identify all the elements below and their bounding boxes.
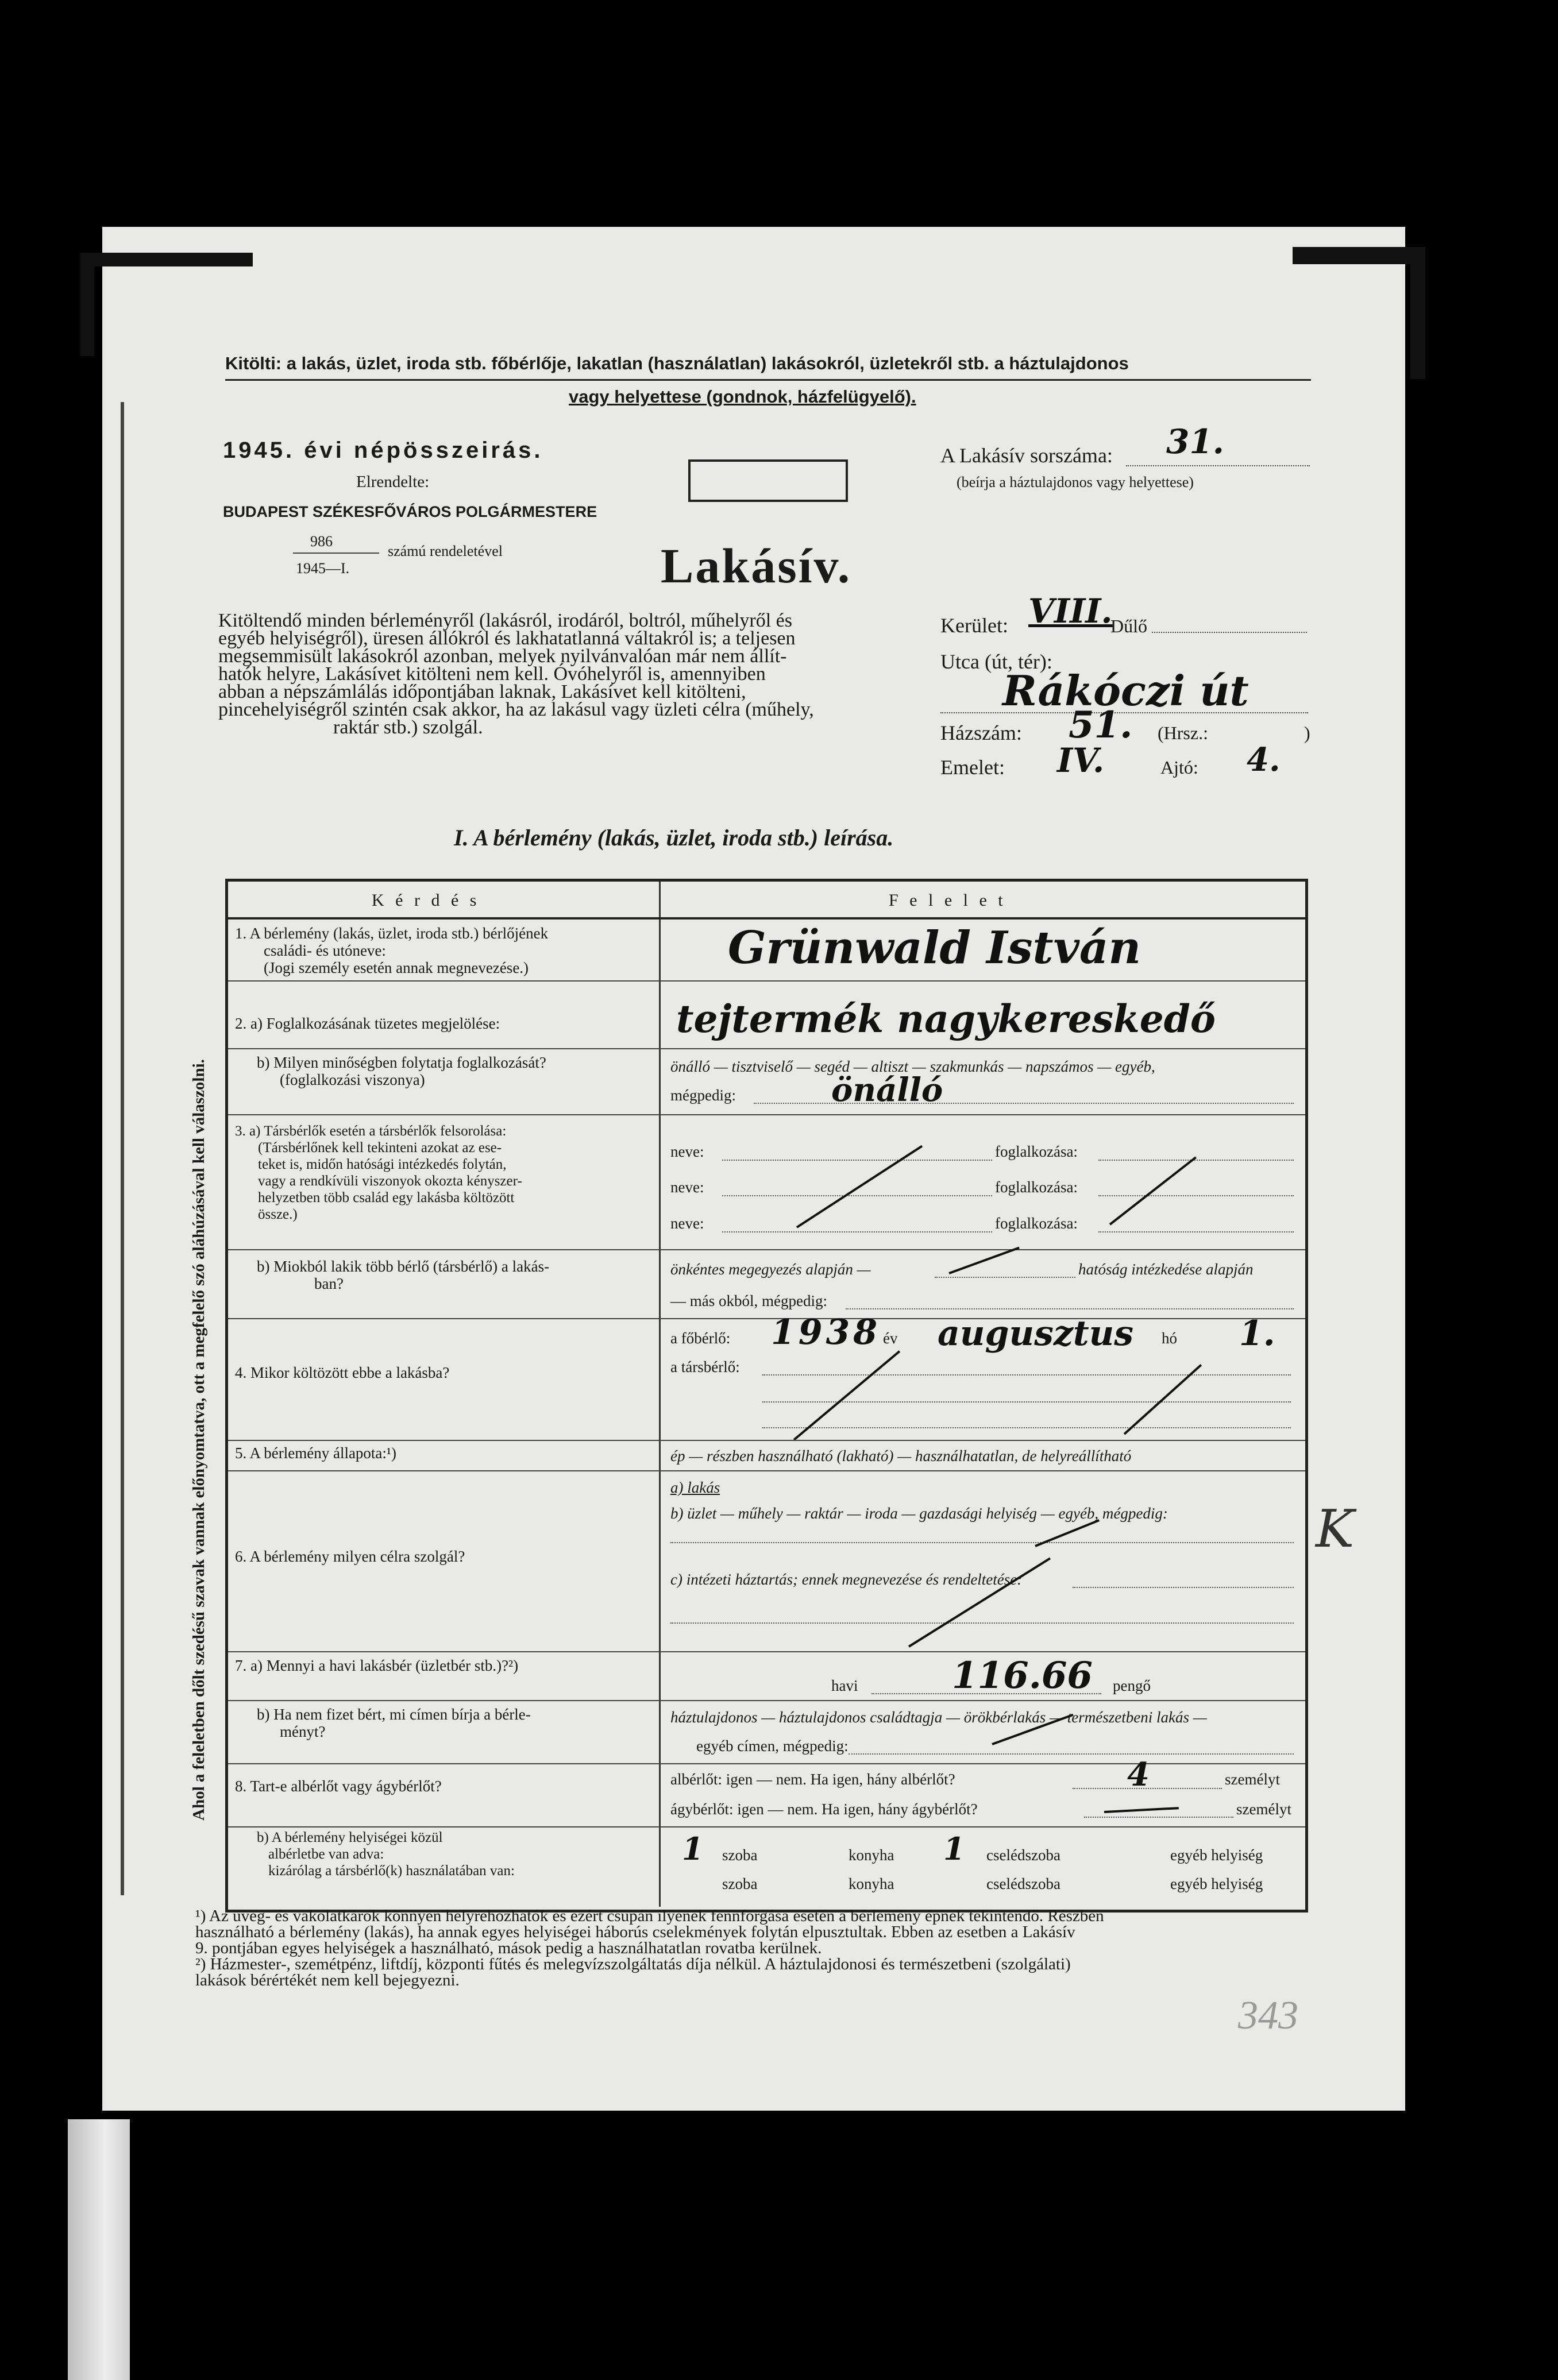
q-line: kizárólag a társbérlő(k) használatában van: <box>268 1863 515 1879</box>
instr-line: raktár stb.) szolgál. <box>333 717 483 738</box>
sublet-kitchen-value: 1 <box>943 1830 965 1867</box>
no-rent-other: egyéb címen, mégpedig: <box>696 1737 849 1755</box>
coten-dots <box>722 1195 992 1196</box>
reason-other: — más okból, mégpedig: <box>670 1292 827 1309</box>
coten-dots <box>1098 1195 1294 1196</box>
occupation-value: tejtermék nagykereskedő <box>676 996 1216 1041</box>
question-7b <box>257 1706 531 1740</box>
dulo-dots <box>1152 632 1307 633</box>
reason-dots <box>846 1308 1294 1309</box>
question-4: 4. Mikor költözött ebbe a lakásba? <box>235 1364 450 1381</box>
use-dots <box>1073 1587 1294 1588</box>
use-a: a) lakás <box>670 1479 720 1496</box>
room-label: szoba <box>722 1846 758 1864</box>
margin-mark: K <box>1316 1499 1355 1559</box>
instr-line: Kitöltendő minden bérleményről (lakásról, irodáról, boltról, műhelyről és <box>218 610 792 631</box>
coten-name-label: neve: <box>670 1143 704 1160</box>
room-label: szoba <box>722 1875 758 1892</box>
question-8a: 8. Tart-e albérlőt vagy ágybérlőt? <box>235 1778 442 1795</box>
q-line: családi- és utóneve: <box>264 942 386 959</box>
kitchen-label: konyha <box>849 1875 894 1892</box>
row-rule <box>228 1700 1305 1701</box>
instr-line: abban a népszámlálás időpontjában laknak, Lakásívet kell kitölteni, <box>218 681 746 702</box>
sublet-room-value: 1 <box>682 1830 704 1867</box>
bedtenant-dots <box>1084 1817 1233 1818</box>
question-3a <box>235 1123 522 1223</box>
reason-authority: hatóság intézkedése alapján <box>1078 1261 1254 1278</box>
header-rule <box>225 379 1311 381</box>
answer-header: F e l e l e t <box>889 891 1006 910</box>
other-room-label: egyéb helyiség <box>1170 1875 1263 1892</box>
decree-year: 1945—I. <box>296 560 350 577</box>
header-rule <box>228 917 1305 919</box>
move-dots <box>762 1401 1291 1402</box>
move-year: 1938 <box>771 1312 881 1353</box>
q-line: 3. a) Társbérlők esetén a társbérlők felsorolása: <box>235 1123 507 1139</box>
reason-voluntary: önkéntes megegyezés alapján — <box>670 1261 871 1278</box>
use-b: b) üzlet — műhely — raktár — iroda — gazdasági helyiség — egyéb, mégpedig: <box>670 1505 1168 1522</box>
hrsz-close: ) <box>1304 722 1310 743</box>
q-line: össze.) <box>258 1207 298 1222</box>
coten-name-label: neve: <box>670 1215 704 1232</box>
row-rule <box>228 1048 1305 1049</box>
footnote-line: 9. pontjában egyes helyiségek a használható, mások pedig a használhatatlan rovatba kerülnek. <box>195 1939 822 1957</box>
subtenant-unit: személyt <box>1225 1771 1280 1788</box>
paper-strip <box>68 2119 130 2380</box>
row-rule <box>228 980 1305 982</box>
row-rule <box>228 1826 1305 1828</box>
row-rule <box>228 1249 1305 1250</box>
question-3b <box>257 1258 549 1292</box>
question-1 <box>235 925 548 976</box>
coten-dots <box>1098 1231 1294 1232</box>
q-line: b) Ha nem fizet bért, mi címen bírja a bérle- <box>257 1706 531 1723</box>
instr-line: pincehelyiségről szintén csak akkor, ha az lakásul vagy üzleti célra (műhely, <box>218 699 814 720</box>
decree-text: számú rendeletével <box>388 543 503 559</box>
subtenant-dots <box>1073 1788 1222 1789</box>
q-line: 1. A bérlemény (lakás, üzlet, iroda stb.) bérlőjének <box>235 925 549 942</box>
coten-dots <box>722 1231 992 1232</box>
no-rent-dots <box>849 1753 1294 1755</box>
strike-mark <box>796 1145 923 1228</box>
floor-label: Emelet: <box>940 756 1005 779</box>
rent-value: 116.66 <box>952 1654 1093 1697</box>
rent-pengo: pengő <box>1113 1677 1151 1694</box>
q-line: b) A bérlemény helyiségei közül <box>257 1830 443 1845</box>
q-line: (Társbérlőnek kell tekinteni azokat az ese- <box>258 1140 502 1156</box>
q-line: teket is, midőn hatósági intézkedés folytán, <box>258 1157 507 1172</box>
q-line: helyzetben több család egy lakásba költözött <box>258 1190 515 1206</box>
question-7a: 7. a) Mennyi a havi lakásbér (üzletbér stb.)?²) <box>235 1657 519 1674</box>
door-value: 4. <box>1247 741 1281 779</box>
street-label: Utca (út, tér): <box>940 650 1052 673</box>
bedtenant-q: ágybérlőt: igen — nem. Ha igen, hány ágybérlőt? <box>670 1801 978 1818</box>
q-line: (foglalkozási viszonya) <box>280 1071 425 1088</box>
footnote-line: ¹) Az üveg- és vakolatkárok könnyen helyrehozhatók és ezért csupán ilyenek fennforgása esetén a bérlemény épnek tekintendő. Részben <box>195 1907 1104 1925</box>
coten-dots <box>722 1160 992 1161</box>
strike-mark <box>948 1247 1020 1274</box>
move-ho: hó <box>1162 1330 1177 1347</box>
strike-mark <box>1109 1156 1197 1225</box>
district-label: Kerület: <box>940 614 1008 637</box>
move-month: augusztus <box>938 1313 1134 1354</box>
condition-options: ép — részben használható (lakható) — használhatatlan, de helyreállítható <box>670 1447 1132 1465</box>
question-5: 5. A bérlemény állapota:¹) <box>235 1444 397 1462</box>
question-6: 6. A bérlemény milyen célra szolgál? <box>235 1548 465 1565</box>
row-rule <box>228 1470 1305 1471</box>
house-label: Házszám: <box>940 721 1022 744</box>
coten-occ-label: foglalkozása: <box>995 1179 1078 1196</box>
move-co-label: a társbérlő: <box>670 1358 740 1376</box>
coten-name-label: neve: <box>670 1179 704 1196</box>
street-value: Rákóczi út <box>1002 666 1249 715</box>
q-line: vagy a rendkívüli viszonyok okozta kényszer- <box>258 1173 522 1189</box>
serial-note: (beírja a háztulajdonos vagy helyettese) <box>957 474 1194 490</box>
side-note: Ahol a feleletben dőlt szedésű szavak vannak előnyomtatva, ott a megfelelő szó aláhúzásával kell válaszolni. <box>190 1059 208 1821</box>
tenant-name: Grünwald István <box>728 922 1141 974</box>
row-rule <box>228 1440 1305 1441</box>
decree-number: 986 <box>310 533 333 550</box>
q-line: ményt? <box>280 1723 326 1740</box>
footnote-line: ²) Házmester-, szemétpénz, liftdíj, központi fűtés és melegvízszolgáltatás díja nélkül. A háztulajdonosi és természetbeni (szolgálati) <box>195 1955 1071 1973</box>
serial-value: 31. <box>1166 422 1224 461</box>
bedtenant-unit: személyt <box>1236 1801 1291 1818</box>
employment-options: önálló — tisztviselő — segéd — altiszt — szakmunkás — napszámos — egyéb, <box>670 1058 1155 1075</box>
serial-dots <box>1126 465 1310 466</box>
ordered-label: Elrendelte: <box>356 473 430 491</box>
q-line: (Jogi személy esetén annak megnevezése.) <box>264 959 529 976</box>
maid-room-label: cselédszoba <box>986 1875 1060 1892</box>
footnote-line: használható a bérlemény (lakás), ha annak egyes helyiségei háborús cselekmények folytán elpusztultak. Ebben az esetben a Lakásív <box>195 1923 1075 1941</box>
subtenant-value: 4 <box>1127 1756 1150 1794</box>
dulo-label: Dűlő <box>1110 616 1147 636</box>
q-line: b) Miokból lakik több bérlő (társbérlő) a lakás- <box>257 1258 550 1275</box>
corner-bracket <box>80 253 94 356</box>
decree-rule <box>293 552 379 554</box>
form-title: Lakásív. <box>661 538 852 593</box>
corner-bracket <box>1410 247 1425 379</box>
door-label: Ajtó: <box>1160 757 1198 778</box>
subtenant-q: albérlőt: igen — nem. Ha igen, hány albérlőt? <box>670 1771 955 1788</box>
use-dots <box>670 1622 1294 1624</box>
q-line: ban? <box>314 1275 344 1292</box>
reason-dots <box>935 1277 1075 1278</box>
footnotes <box>195 1908 1104 1988</box>
header-line1: Kitölti: a lakás, üzlet, iroda stb. főbérlője, lakatlan (használatlan) lakásokról, üzletekről stb. a háztulajdonos <box>225 353 1129 373</box>
coten-occ-label: foglalkozása: <box>995 1143 1078 1160</box>
serial-label: A Lakásív sorszáma: <box>940 444 1113 467</box>
question-2b <box>257 1054 546 1088</box>
other-room-label: egyéb helyiség <box>1170 1846 1263 1864</box>
left-edge-line <box>121 402 124 1895</box>
empty-stamp-box <box>688 459 848 502</box>
maid-room-label: cselédszoba <box>986 1846 1060 1864</box>
row-rule <box>228 1318 1305 1319</box>
instructions <box>218 612 814 736</box>
coten-dots <box>1098 1160 1294 1161</box>
section-title: I. A bérlemény (lakás, üzlet, iroda stb.) leírása. <box>454 825 894 851</box>
employment-mp-label: mégpedig: <box>670 1087 736 1104</box>
q-line: b) Milyen minőségben folytatja foglalkozását? <box>257 1054 546 1071</box>
q-line: albérletbe van adva: <box>268 1846 384 1862</box>
floor-value: IV. <box>1057 741 1105 780</box>
district-value: VIII. <box>1028 592 1113 631</box>
use-dots <box>670 1542 1294 1543</box>
answer-table <box>225 879 1308 1912</box>
row-rule <box>228 1114 1305 1115</box>
strike-mark <box>1104 1807 1179 1813</box>
instr-line: megsemmisült lakásokról azonban, melyek nyilvánvalóan már nem állít- <box>218 646 787 667</box>
instr-line: hatók helyre, Lakásívet kitölteni nem kell. Óvóhelyről is, amennyiben <box>218 663 766 685</box>
move-main-label: a főbérlő: <box>670 1330 731 1347</box>
question-8b <box>257 1829 515 1879</box>
move-day: 1. <box>1239 1313 1275 1354</box>
employment-value: önálló <box>831 1071 943 1109</box>
kitchen-label: konyha <box>849 1846 894 1864</box>
house-value: 51. <box>1069 704 1133 747</box>
move-dots <box>762 1427 1291 1428</box>
footnote-line: lakások bérértékét nem kell bejegyezni. <box>195 1971 460 1989</box>
header-line2: vagy helyettese (gondnok, házfelügyelő). <box>569 387 916 407</box>
no-rent-options: háztulajdonos — háztulajdonos családtagja — örökbérlakás — természetbeni lakás — <box>670 1709 1207 1726</box>
row-rule <box>228 1651 1305 1652</box>
census-title: 1945. évi népösszeirás. <box>223 438 543 463</box>
question-2a: 2. a) Foglalkozásának tüzetes megjelölése: <box>235 1015 500 1032</box>
corner-bracket <box>1293 247 1425 264</box>
rent-havi: havi <box>831 1677 858 1694</box>
corner-bracket <box>80 253 253 266</box>
coten-occ-label: foglalkozása: <box>995 1215 1078 1232</box>
move-ev: év <box>883 1330 898 1347</box>
move-dots <box>762 1374 1291 1376</box>
instr-line: egyéb helyiségről), üresen állókról és lakhatatlanná váltakról is; a teljesen <box>218 628 796 649</box>
mayor-label: BUDAPEST SZÉKESFŐVÁROS POLGÁRMESTERE <box>223 503 597 520</box>
use-c: c) intézeti háztartás; ennek megnevezése és rendeltetése: <box>670 1571 1023 1588</box>
column-divider <box>659 882 661 1907</box>
faint-stamp: 343 <box>1238 1993 1298 2038</box>
hrsz-label: (Hrsz.: <box>1158 722 1208 743</box>
question-header: K é r d é s <box>372 891 480 910</box>
